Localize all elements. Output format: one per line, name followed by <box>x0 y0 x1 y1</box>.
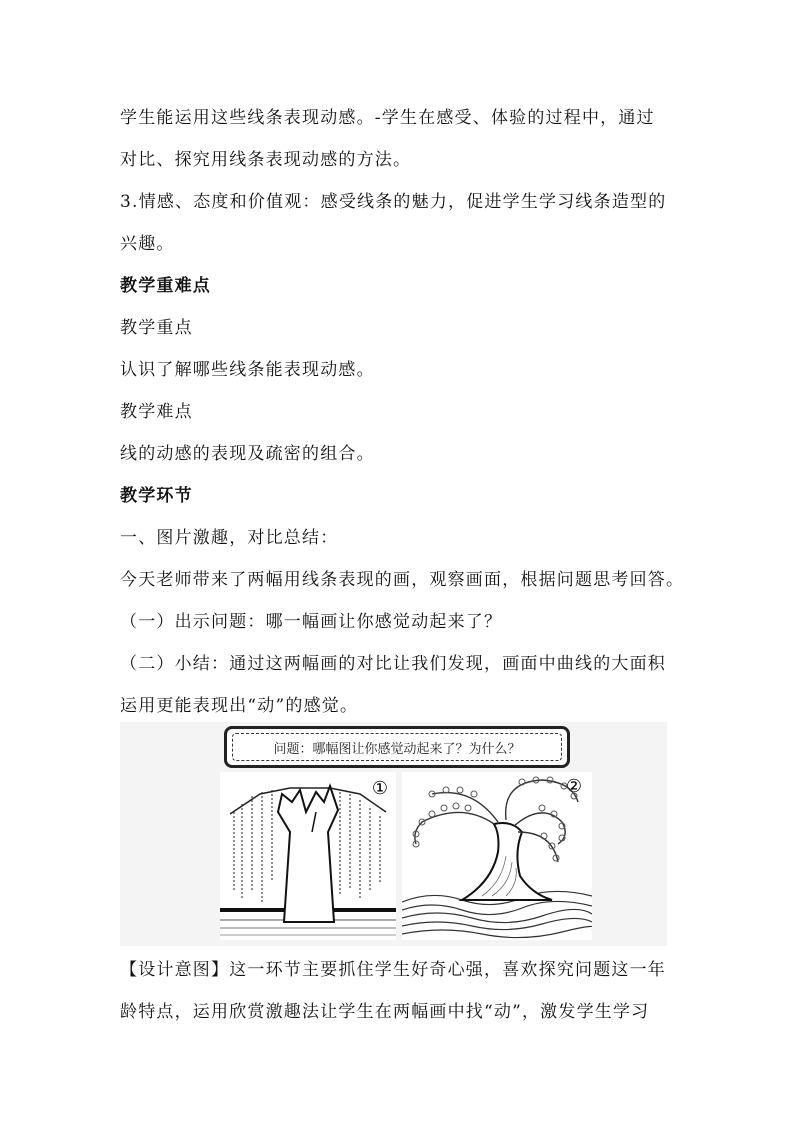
panel1-label: ① <box>371 778 389 799</box>
paragraph-line: 认识了解哪些线条能表现动感。 <box>120 360 375 380</box>
paragraph-line: 兴趣。 <box>120 234 175 254</box>
paragraph-line: 学生能运用这些线条表现动感。-学生在感受、体验的过程中，通过 <box>120 108 655 128</box>
straight-tree-illustration <box>220 772 396 940</box>
panel-curved-lines <box>402 772 592 940</box>
subheading: 教学难点 <box>120 402 193 422</box>
paragraph-line: 【设计意图】这一环节主要抓住学生好奇心强，喜欢探究问题这一年 <box>120 960 666 980</box>
question-text: 问题：哪幅图让你感觉动起来了？为什么？ <box>232 733 562 761</box>
paragraph-line: 对比、探究用线条表现动感的方法。 <box>120 150 412 170</box>
panel2-label: ② <box>565 776 583 797</box>
paragraph-line: 一、图片激趣，对比总结： <box>120 528 339 548</box>
curved-tree-illustration <box>402 772 592 940</box>
paragraph-line: 3.情感、态度和价值观：感受线条的魅力，促进学生学习线条造型的 <box>120 192 667 212</box>
comparison-figure <box>120 722 667 946</box>
paragraph-line: （二）小结：通过这两幅画的对比让我们发现，画面中曲线的大面积 <box>120 654 666 674</box>
paragraph-line: 龄特点，运用欣赏激趣法让学生在两幅画中找“动”，激发学生学习 <box>120 1002 650 1022</box>
panel-straight-lines <box>220 772 396 940</box>
section-heading: 教学环节 <box>120 486 193 506</box>
section-heading: 教学重难点 <box>120 276 211 296</box>
paragraph-line: （一）出示问题：哪一幅画让你感觉动起来了？ <box>120 612 503 632</box>
paragraph-line: 线的动感的表现及疏密的组合。 <box>120 444 375 464</box>
paragraph-line: 今天老师带来了两幅用线条表现的画，观察画面，根据问题思考回答。 <box>120 570 685 590</box>
question-box <box>224 726 570 768</box>
paragraph-line: 运用更能表现出“动”的感觉。 <box>120 696 359 716</box>
subheading: 教学重点 <box>120 318 193 338</box>
